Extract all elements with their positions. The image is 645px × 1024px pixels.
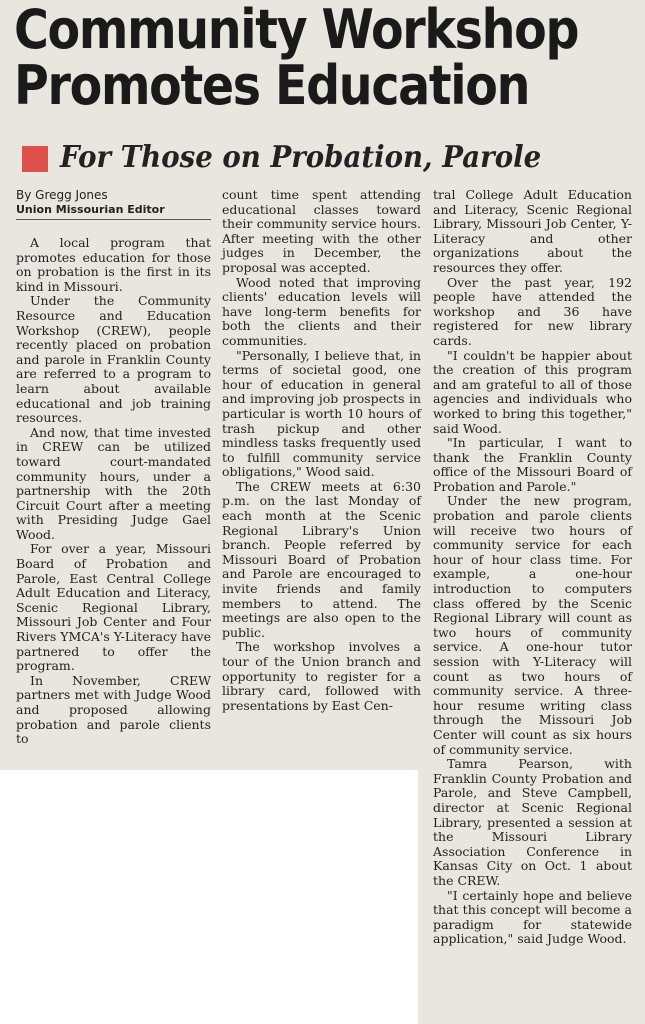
headline-line-1: Community Workshop xyxy=(14,0,579,61)
article-subheadline xyxy=(22,140,642,180)
paragraph: Tamra Pearson, with Franklin County Probation and Parole, and Steve Campbell, director at Scenic Regional Library, presented a session at the Missouri Library Association Conference in Kansas City on Oct. 1 about the CREW. xyxy=(433,756,632,888)
paragraph: "Personally, I believe that, in terms of societal good, one hour of education in general and improving job prospects in particular is worth 10 hours of trash pickup and other mindless tasks frequently used to fulfill community service obligations," Wood said. xyxy=(222,347,421,480)
paragraph: Over the past year, 192 people have attended the workshop and 36 have registered for new library cards. xyxy=(433,274,632,348)
article-column-3 xyxy=(433,188,632,947)
article-column-2 xyxy=(222,188,421,713)
headline-line-2: Promotes Education xyxy=(14,54,530,117)
subheadline-text: For Those on Probation, Parole xyxy=(60,140,542,175)
paragraph: The CREW meets at 6:30 p.m. on the last Monday of each month at the Scenic Regional Library's Union branch. People referred by Missouri Board of Probation and Parole are encouraged to invite friends and family members to attend. The meetings are also open to the public. xyxy=(222,478,421,640)
byline xyxy=(16,188,211,220)
paragraph: A local program that promotes education for those on probation is the first in its kind in Missouri. xyxy=(16,235,211,294)
article-column-1 xyxy=(16,236,211,747)
paragraph: tral College Adult Education and Literacy, Scenic Regional Library, Missouri Job Center, Y-Literacy and other organizations about the resources they offer. xyxy=(433,187,632,275)
paragraph: "I couldn't be happier about the creation of this program and am grateful to all of those agencies and individuals who worked to bring this together," said Wood. xyxy=(433,347,632,436)
paragraph: "In particular, I want to thank the Franklin County office of the Missouri Board of Probation and Parole." xyxy=(433,435,632,494)
paragraph: In November, CREW partners met with Judge Wood and proposed allowing probation and parole clients to xyxy=(16,672,211,747)
paragraph: Under the Community Resource and Education Workshop (CREW), people recently placed on probation and parole in Franklin County are referred to a program to learn about available educational and job training resources. xyxy=(16,293,211,426)
paragraph: Wood noted that improving clients' education levels will have long-term benefits for both the clients and their communities. xyxy=(222,274,421,348)
article-headline xyxy=(14,0,579,117)
byline-author: By Gregg Jones xyxy=(16,188,108,202)
paragraph: count time spent attending educational classes toward their community service hours. After meeting with the other judges in December, the proposal was accepted. xyxy=(222,187,421,275)
byline-title: Union Missourian Editor xyxy=(16,203,165,216)
paragraph: And now, that time invested in CREW can be utilized toward court-mandated community hours, under a partnership with the 20th Circuit Court after a meeting with Presiding Judge Gael Wood. xyxy=(16,424,211,542)
paragraph: Under the new program, probation and parole clients will receive two hours of community service for each hour of hour class time. For example, a one-hour introduction to computers class offered by the Scenic Regional Library will count as two hours of community service. A one-hour tutor session with Y-Literacy will count as two hours of community service. A three-hour resume writing class through the Missouri Job Center will count as six hours of community service. xyxy=(433,493,632,757)
byline-rule xyxy=(16,219,211,220)
paragraph: For over a year, Missouri Board of Probation and Parole, East Central College Adult Education and Literacy, Scenic Regional Library, Missouri Job Center and Four Rivers YMCA's Y-Literacy have partnered to offer the program. xyxy=(16,541,211,674)
paragraph: The workshop involves a tour of the Union branch and opportunity to register for a library card, followed with presentations by East Cen- xyxy=(222,639,421,713)
red-square-bullet xyxy=(22,146,48,172)
paragraph: "I certainly hope and believe that this concept will become a paradigm for statewide application," said Judge Wood. xyxy=(433,887,632,947)
